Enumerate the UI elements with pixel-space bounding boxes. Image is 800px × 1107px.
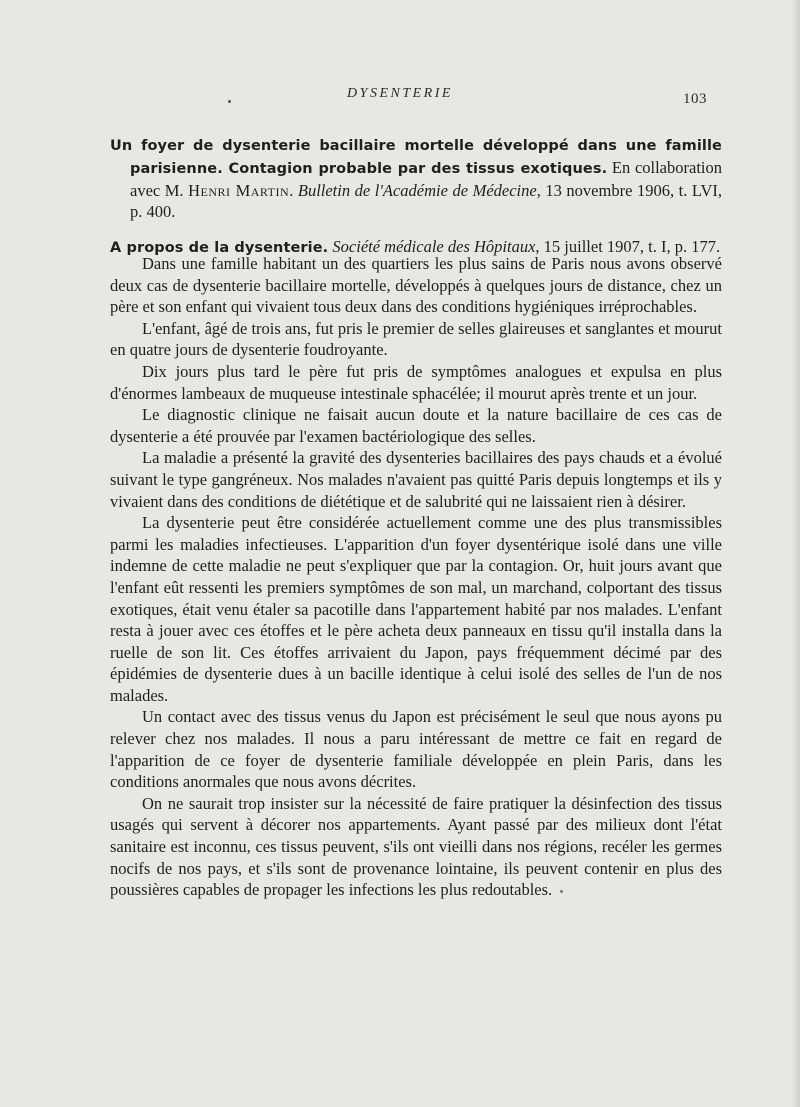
paragraph: Le diagnostic clinique ne faisait aucun doute et la nature bacillaire de ces cas de dysenterie a été prouvée par l'examen bactériologique des selles.	[110, 405, 722, 446]
print-speck	[560, 890, 563, 893]
reference-source: Bulletin de l'Académie de Médecine	[297, 181, 537, 200]
paragraph: Dix jours plus tard le père fut pris de symptômes analogues et expulsa en plus d'énormes lambeaux de muqueuse intestinale sphacélée; il mourut après trente et un jour.	[110, 361, 722, 403]
reference-details: , 13 novembre 1906, t. LVI, p. 400.	[130, 181, 722, 221]
body-text	[110, 253, 722, 901]
reference-title: Un foyer de dysenterie bacillaire mortelle développé dans une famille parisienne. Contagion probable par des tissus exotiques.	[110, 138, 722, 177]
reference-source: Société médicale des Hôpitaux	[332, 237, 536, 256]
paragraph: La dysenterie peut être considérée actuellement comme une des plus transmissibles parmi les maladies infectieuses. L'apparition d'un foyer dysentérique isolé dans une ville indemne de cette maladie ne peut s'expliquer que par la contagion. Or, huit jours avant que l'enfant eût ressenti les premiers symptômes de son mal, un marchand, colportant des tissus exotiques, était venu étaler sa pacotille dans l'appartement habité par nos malades. L'enfant resta à jouer avec ces étoffes et le père acheta deux panneaux en tissu qu'il installa dans la ruelle de son lit. Ces étoffes arrivaient du Japon, pays fréquemment décimé par des épidémies de dysenterie dues à un bacille identique à celui isolé des selles de l'un de nos malades.	[110, 513, 722, 705]
paragraph: La maladie a présenté la gravité des dysenteries bacillaires des pays chauds et a évolué suivant le type gangréneux. Nos malades n'avaient pas quitté Paris depuis longtemps et ils y vivaient dans des conditions de diététique et de salubrité qui ne laissaient rien à désirer.	[110, 448, 722, 511]
running-head: DYSENTERIE	[347, 86, 453, 101]
reference-author: Henri Martin	[188, 181, 290, 200]
page-number: 103	[683, 91, 707, 107]
paragraph-text: On ne saurait trop insister sur la nécessité de faire pratiquer la désinfection des tissus usagés qui servent à décorer nos appartements. Ayant passé par des milieux dont l'état sanitaire est inconnu, ces tissus peuvent, s'ils ont vieilli dans nos régions, recéler les germes nocifs de nos pays, et s'ils sont de provenance lointaine, ils peuvent contenir en plus des poussières capables de propager les infections les plus redoutables.	[110, 793, 722, 900]
reference-text: .	[289, 181, 298, 200]
reference-details: , 15 juillet 1907, t. I, p. 177.	[535, 237, 721, 256]
reference-text: En collaboration avec M.	[130, 158, 722, 200]
page-edge-shadow	[790, 0, 800, 1107]
reference-title: A propos de la dysenterie.	[110, 240, 329, 256]
paragraph: Un contact avec des tissus venus du Japon est précisément le seul que nous ayons pu relever chez nos malades. Il nous a paru intéressant de mettre ce fait en regard de l'apparition de ce foyer de dysenterie familiale développée en plein Paris, dans les conditions anormales que nous avons décrites.	[110, 707, 722, 792]
paragraph: Dans une famille habitant un des quartiers les plus sains de Paris nous avons observé deux cas de dysenterie bacillaire mortelle, développés à quelques jours de distance, chez un père et son enfant qui vivaient tous deux dans des conditions hygiéniques irréprochables.	[110, 254, 722, 317]
paragraph	[110, 793, 722, 901]
paragraph: L'enfant, âgé de trois ans, fut pris le premier de selles glaireuses et sanglantes et mourut en quatre jours de dysenterie foudroyante.	[110, 318, 722, 360]
reference-entry	[110, 134, 722, 222]
